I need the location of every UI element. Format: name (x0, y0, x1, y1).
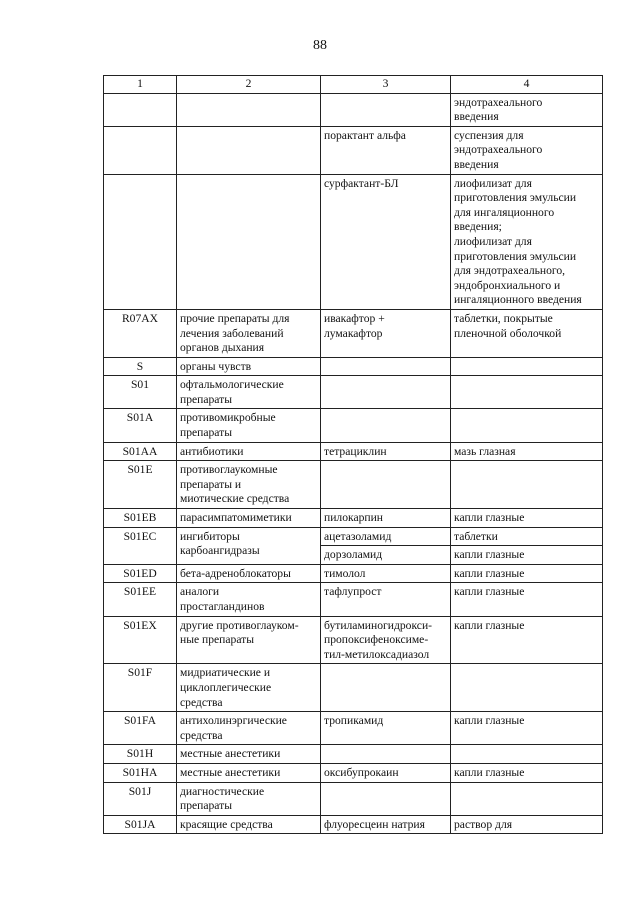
substance: порактант альфа (321, 126, 451, 174)
substance: пилокарпин (321, 509, 451, 528)
dosage-form: капли глазные (451, 545, 602, 564)
drug-group: противомикробные препараты (177, 409, 321, 442)
dosage-form: мазь глазная (451, 442, 603, 461)
substance (321, 409, 451, 442)
drug-group: красящие средства (177, 815, 321, 834)
substance: бутиламиногидрокси- пропоксифеноксиме- тил-метилоксадиазол (321, 616, 451, 664)
atc-code: S01EX (104, 616, 177, 664)
atc-code: S01J (104, 782, 177, 815)
atc-code: S (104, 357, 177, 376)
dosage-form: капли глазные (451, 564, 603, 583)
drug-group (177, 93, 321, 126)
dosage-form (451, 376, 603, 409)
table-row (104, 616, 603, 664)
drug-group (177, 126, 321, 174)
atc-code: S01F (104, 664, 177, 712)
atc-code: S01FA (104, 712, 177, 745)
substance: тимолол (321, 564, 451, 583)
table-row (104, 564, 603, 583)
substance: тетрациклин (321, 442, 451, 461)
dosage-form: капли глазные (451, 616, 603, 664)
dosage-form: лиофилизат для приготовления эмульсии для ингаляционного введения; лиофилизат для приготовления эмульсии для эндотрахеального, эндобронхиального и ингаляционного введения (451, 174, 603, 309)
drug-group: местные анестетики (177, 763, 321, 782)
substance (321, 93, 451, 126)
atc-code: S01JA (104, 815, 177, 834)
dosage-form (451, 409, 603, 442)
substance: тропикамид (321, 712, 451, 745)
substance: оксибупрокаин (321, 763, 451, 782)
drug-group: органы чувств (177, 357, 321, 376)
table-row (104, 527, 603, 564)
atc-code: S01EB (104, 509, 177, 528)
drug-group: аналоги простагландинов (177, 583, 321, 616)
dosage-form: суспензия для эндотрахеального введения (451, 126, 603, 174)
dosage-form (451, 461, 603, 509)
drug-table (103, 75, 603, 834)
drug-group: ингибиторы карбоангидразы (177, 527, 321, 564)
atc-code: S01E (104, 461, 177, 509)
atc-code (104, 93, 177, 126)
substance: сурфактант-БЛ (321, 174, 451, 309)
atc-code: S01AA (104, 442, 177, 461)
table-row (104, 745, 603, 764)
substance (321, 782, 451, 815)
substance (321, 461, 451, 509)
dosage-form (451, 745, 603, 764)
header-col-4: 4 (451, 76, 603, 94)
drug-group: антибиотики (177, 442, 321, 461)
atc-code: S01HA (104, 763, 177, 782)
substance-list (321, 527, 451, 564)
atc-code: S01ED (104, 564, 177, 583)
drug-group: диагностические препараты (177, 782, 321, 815)
atc-code: S01EE (104, 583, 177, 616)
substance: ивакафтор + лумакафтор (321, 309, 451, 357)
atc-code (104, 126, 177, 174)
table-row (104, 461, 603, 509)
substance (321, 745, 451, 764)
table-row (104, 763, 603, 782)
dosage-form: таблетки, покрытые пленочной оболочкой (451, 309, 603, 357)
table-row (104, 583, 603, 616)
atc-code (104, 174, 177, 309)
drug-group: прочие препараты для лечения заболеваний органов дыхания (177, 309, 321, 357)
table-row (104, 309, 603, 357)
atc-code: S01H (104, 745, 177, 764)
table-row (104, 93, 603, 126)
dosage-form: капли глазные (451, 763, 603, 782)
drug-group: парасимпатомиметики (177, 509, 321, 528)
table-row (104, 815, 603, 834)
table-row (104, 357, 603, 376)
dosage-form: капли глазные (451, 712, 603, 745)
drug-group (177, 174, 321, 309)
drug-group: бета-адреноблокаторы (177, 564, 321, 583)
header-col-2: 2 (177, 76, 321, 94)
table-row (104, 712, 603, 745)
substance (321, 357, 451, 376)
dosage-form: капли глазные (451, 509, 603, 528)
atc-code: S01EC (104, 527, 177, 564)
page-number: 88 (313, 38, 327, 53)
dosage-form: капли глазные (451, 583, 603, 616)
header-row (104, 76, 603, 94)
atc-code: S01 (104, 376, 177, 409)
drug-group: местные анестетики (177, 745, 321, 764)
drug-group: антихолинэргические средства (177, 712, 321, 745)
substance: флуоресцеин натрия (321, 815, 451, 834)
dosage-form-list (451, 527, 603, 564)
dosage-form (451, 664, 603, 712)
table-row (104, 376, 603, 409)
atc-code: S01A (104, 409, 177, 442)
table-row (104, 664, 603, 712)
dosage-form: эндотрахеального введения (451, 93, 603, 126)
header-col-1: 1 (104, 76, 177, 94)
substance (321, 376, 451, 409)
table-row (104, 409, 603, 442)
table-row (104, 509, 603, 528)
drug-group: противоглаукомные препараты и миотические средства (177, 461, 321, 509)
substance: дорзоламид (321, 545, 450, 564)
dosage-form: раствор для (451, 815, 603, 834)
drug-group: офтальмологические препараты (177, 376, 321, 409)
header-col-3: 3 (321, 76, 451, 94)
substance (321, 664, 451, 712)
drug-group: мидриатические и циклоплегические средства (177, 664, 321, 712)
dosage-form (451, 357, 603, 376)
atc-code: R07AX (104, 309, 177, 357)
dosage-form (451, 782, 603, 815)
table-row (104, 126, 603, 174)
drug-group: другие противоглауком- ные препараты (177, 616, 321, 664)
substance: тафлупрост (321, 583, 451, 616)
dosage-form: таблетки (454, 529, 498, 543)
substance: ацетазоламид (324, 529, 392, 543)
table-row (104, 442, 603, 461)
table-row (104, 174, 603, 309)
table-row (104, 782, 603, 815)
